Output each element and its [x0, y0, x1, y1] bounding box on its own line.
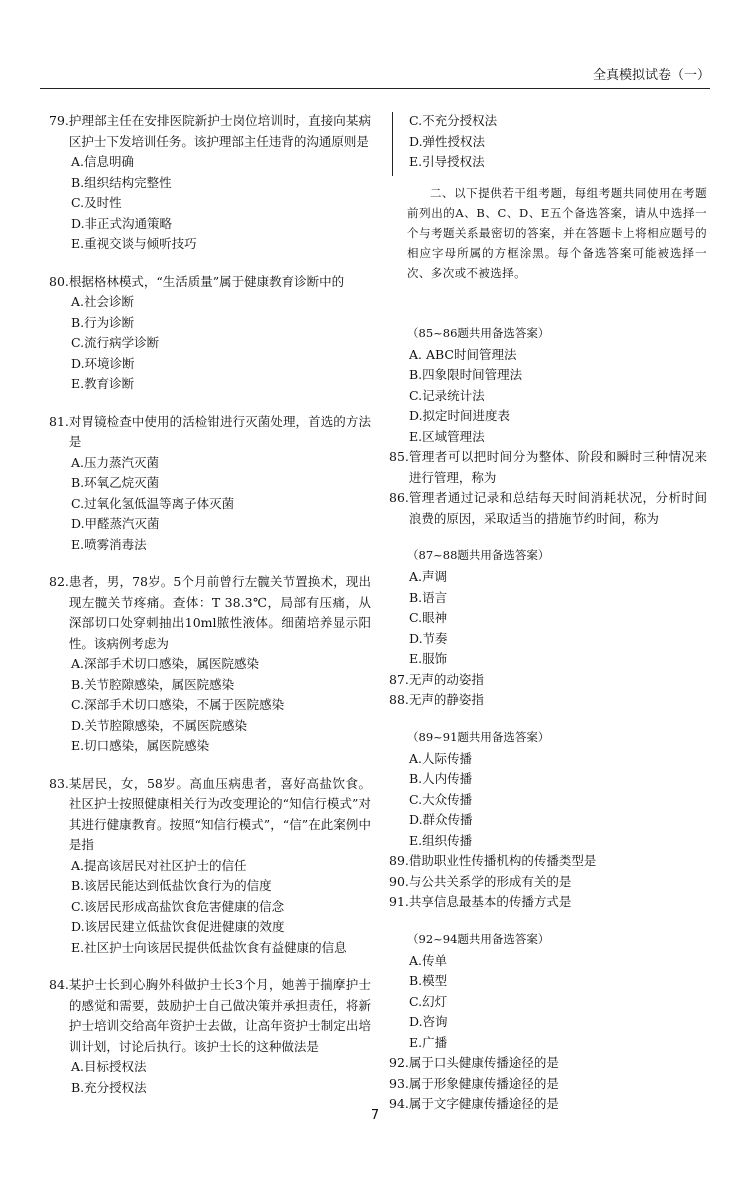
question-79: [49, 111, 371, 255]
question-number: 83.: [49, 775, 69, 791]
question-number: 91.: [389, 894, 409, 909]
option: D.非正式沟通策略: [71, 215, 173, 231]
question-84: [49, 975, 371, 1098]
group-title: （92~94题共用备选答案）: [407, 931, 550, 946]
option: C.过氧化氢低温等离子体灭菌: [71, 495, 235, 511]
question-86: [389, 488, 707, 529]
question-88: [389, 690, 707, 711]
question-stem: 根据格林模式，“生活质量”属于健康教育诊断中的: [68, 273, 345, 289]
left-column: [49, 111, 371, 1115]
option: E.广播: [409, 1034, 448, 1050]
option: E.区域管理法: [409, 428, 485, 444]
page-number: 7: [370, 1108, 380, 1123]
question-81: [49, 412, 371, 556]
option: B.该居民能达到低盐饮食行为的信度: [71, 878, 272, 893]
question-number: 88.: [389, 692, 409, 707]
option: D.甲醛蒸汽灭菌: [71, 516, 160, 531]
question-number: 85.: [389, 449, 409, 464]
option: D.咨询: [409, 1014, 448, 1029]
option: D.拟定时间进度表: [409, 408, 511, 423]
option: B.模型: [409, 973, 448, 988]
option: B.充分授权法: [71, 1079, 147, 1095]
option: B.环氧乙烷灭菌: [71, 475, 160, 490]
option: A.社会诊断: [71, 294, 135, 309]
option: A.提高该居民对社区护士的信任: [71, 857, 247, 873]
option: E.切口感染，属医院感染: [71, 738, 210, 753]
question-84-continued-options: [407, 111, 707, 173]
option: A.人际传播: [409, 750, 473, 766]
question-number: 79.: [49, 113, 69, 128]
question-stem: 对胃镜检查中使用的活检钳进行灭菌处理，首选的方法是: [68, 413, 371, 449]
question-stem: 管理者通过记录和总结每天时间消耗状况，分析时间浪费的原因，采取适当的措施节约时间，称为: [408, 490, 707, 526]
option: D.关节腔隙感染，不属医院感染: [71, 717, 248, 733]
option: C.该居民形成高盐饮食危害健康的信念: [71, 898, 285, 914]
question-number: 86.: [389, 490, 409, 505]
question-stem: 护理部主任在安排医院新护士岗位培训时，直接向某病区护士下发培训任务。该护理部主任违背的沟通原则是: [68, 113, 371, 149]
question-stem: 属于口头健康传播途径的是: [408, 1055, 559, 1070]
question-85: [389, 447, 707, 488]
option: E.喷雾消毒法: [71, 536, 147, 552]
option: D.群众传播: [409, 812, 473, 827]
question-stem: 借助职业性传播机构的传播类型是: [408, 853, 597, 868]
question-group-92-94: [389, 929, 707, 1115]
question-93: [389, 1074, 707, 1095]
option: D.该居民建立低盐饮食促进健康的效度: [71, 919, 285, 934]
question-91: [389, 892, 707, 913]
option: C.幻灯: [409, 993, 448, 1009]
question-stem: 无声的静姿指: [408, 692, 484, 707]
group-title: （85~86题共用备选答案）: [407, 325, 550, 340]
group-title: （87~88题共用备选答案）: [407, 548, 550, 562]
option: A.声调: [409, 569, 448, 584]
option: C.大众传播: [409, 791, 473, 807]
question-87: [389, 670, 707, 691]
option: B.行为诊断: [71, 314, 135, 330]
question-stem: 属于形象健康传播途径的是: [408, 1075, 559, 1091]
question-group-87-88: [389, 545, 707, 711]
question-82: [49, 572, 371, 757]
option: E.组织传播: [409, 832, 473, 848]
column-divider: [392, 112, 393, 176]
question-stem: 属于文字健康传播途径的是: [408, 1096, 559, 1111]
option: A.压力蒸汽灭菌: [71, 454, 160, 470]
question-number: 94.: [389, 1096, 409, 1111]
option: B.语言: [409, 589, 448, 605]
question-number: 93.: [389, 1075, 409, 1091]
option: D.节奏: [409, 630, 448, 646]
option: C.及时性: [71, 195, 122, 210]
question-stem: 某护士长到心胸外科做护士长3个月，她善于揣摩护士的感觉和需要，鼓励护士自己做决策并承担责任，将新护士培训交给高年资护士去做，让高年资护士制定出培训计划，讨论后执行。该护士长的这种做法是: [68, 977, 371, 1054]
option: A.深部手术切口感染，属医院感染: [71, 656, 260, 671]
question-80: [49, 272, 371, 395]
question-number: 81.: [49, 413, 69, 429]
question-number: 87.: [389, 671, 409, 687]
option: C.流行病学诊断: [71, 335, 160, 350]
option: B.四象限时间管理法: [409, 367, 523, 382]
question-89: [389, 851, 707, 872]
option: C.眼神: [409, 610, 448, 625]
option: A.目标授权法: [71, 1059, 147, 1074]
option: A. ABC时间管理法: [409, 346, 517, 362]
option: E.重视交谈与倾听技巧: [71, 236, 197, 251]
option: E.社区护士向该居民提供低盐饮食有益健康的信息: [71, 939, 347, 955]
question-group-89-91: [389, 727, 707, 913]
question-stem: 某居民，女，58岁。高血压病患者，喜好高盐饮食。社区护士按照健康相关行为改变理论的“知信行模式”对其进行健康教育。按照“知信行模式”，“信”在此案例中是指: [68, 775, 371, 852]
option: D.环境诊断: [71, 355, 135, 371]
option: C.记录统计法: [409, 387, 485, 403]
option: C.不充分授权法: [409, 113, 498, 128]
question-group-85-86: [389, 323, 707, 530]
option: E.引导授权法: [409, 154, 485, 169]
question-number: 90.: [389, 873, 409, 889]
running-header-title: 全真模拟试卷（一）: [592, 68, 710, 83]
option: C.深部手术切口感染，不属于医院感染: [71, 697, 285, 712]
question-number: 82.: [49, 574, 69, 589]
group-title: （89~91题共用备选答案）: [407, 729, 550, 744]
question-90: [389, 872, 707, 893]
question-stem: 管理者可以把时间分为整体、阶段和瞬时三种情况来进行管理，称为: [408, 449, 707, 485]
question-number: 80.: [49, 273, 69, 289]
option: B.关节腔隙感染，属医院感染: [71, 676, 235, 692]
header-rule: [40, 88, 710, 89]
option: B.人内传播: [409, 771, 473, 786]
option: A.传单: [409, 952, 448, 968]
question-stem: 无声的动姿指: [408, 671, 484, 687]
option: A.信息明确: [71, 154, 135, 169]
right-column: [389, 111, 707, 1131]
option: E.教育诊断: [71, 376, 135, 391]
option: E.服饰: [409, 651, 448, 666]
question-stem: 共享信息最基本的传播方式是: [408, 894, 572, 909]
option: D.弹性授权法: [409, 133, 486, 149]
section-instruction: 二、以下提供若干组考题，每组考题共同使用在考题前列出的A、B、C、D、E五个备选答案，请从中选择一个与考题关系最密切的答案，并在答题卡上将相应题号的相应字母所属的方框涂黑。每个备选答案可能被选择一次、多次或不被选择。: [407, 185, 707, 280]
question-stem: 与公共关系学的形成有关的是: [408, 873, 572, 889]
question-92: [389, 1053, 707, 1074]
question-83: [49, 774, 371, 959]
question-number: 92.: [389, 1055, 409, 1070]
question-number: 89.: [389, 853, 409, 868]
option: B.组织结构完整性: [71, 174, 172, 190]
question-number: 84.: [49, 977, 69, 992]
question-stem: 患者，男，78岁。5个月前曾行左髋关节置换术，现出现左髋关节疼痛。查体：T 38.3℃，局部有压痛，从深部切口处穿刺抽出10ml脓性液体。细菌培养显示阳性。该病例考虑为: [68, 574, 371, 651]
